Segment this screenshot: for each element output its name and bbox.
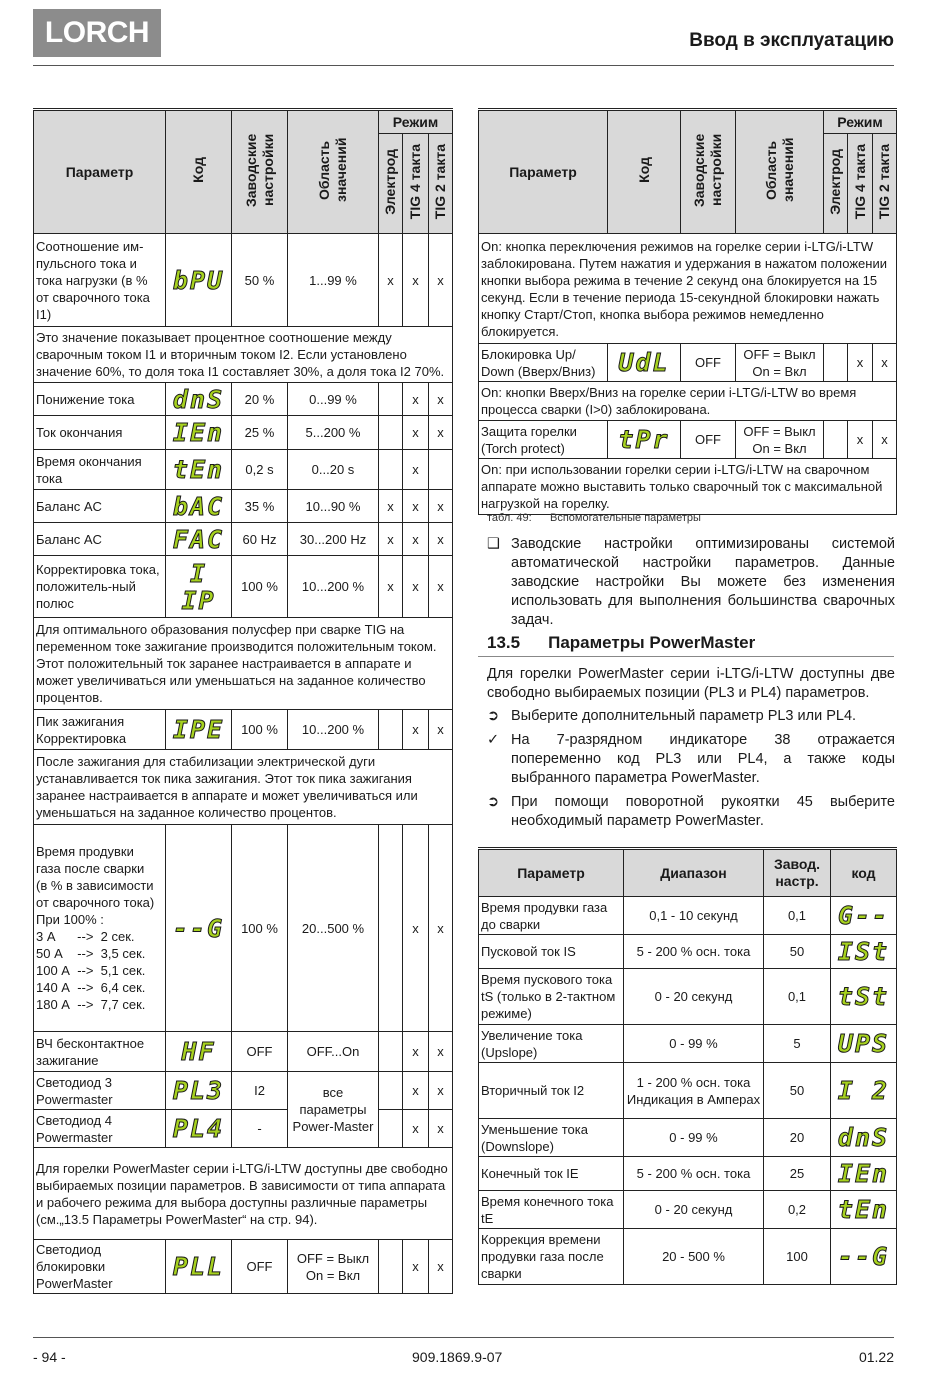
mode-tig4: x [403, 523, 429, 556]
range-value: 30...200 Hz [288, 523, 379, 556]
param-name: ВЧ бесконтактное зажигание [34, 1032, 166, 1072]
param-name: Время продувки газа после сварки (в % в зависимости от сварочного тока) При 100% : 3 А --> 2 сек. 50 А --> 3,5 сек. 100 А --> 5,1 сек. 140 А --> 6,4 сек. 180 А --> 7,7 сек. [34, 825, 166, 1032]
param-description: On: кнопка переключения режимов на горелке серии i-LTG/i-LTW заблокирована. Путем нажатия и удержания в нажатом положении кнопки выбора режима в течение 2 секунд она блокируется на 15 секунд. Если в течение периода 15-секундной блокировки нажать кнопку Старт/Стоп, кнопка выбора режимов немедленно блокируется. [479, 234, 897, 344]
param-name: Баланс AC [34, 523, 166, 556]
mode-tig4: x [848, 344, 873, 382]
pm-factory: 0,2 [764, 1191, 831, 1229]
factory-value: 20 % [232, 383, 288, 416]
pm-range: 20 - 500 % [624, 1229, 764, 1285]
table-row [34, 1032, 453, 1072]
pm-header-code: код [831, 849, 897, 897]
checkbox-icon: ❑ [487, 536, 500, 552]
code-display: G-- [831, 897, 897, 935]
table-row [34, 523, 453, 556]
pm-range: 0 - 99 % [624, 1025, 764, 1063]
param-name: Блокировка Up/ Down (Вверх/Вниз) [479, 344, 608, 382]
code-display: tEn [166, 450, 232, 490]
pm-factory: 20 [764, 1119, 831, 1157]
code-display: I IP [166, 556, 232, 618]
pm-range: 0 - 20 секунд [624, 969, 764, 1025]
mode-electrode: x [379, 523, 403, 556]
mode-electrode [379, 1110, 403, 1148]
code-display: tPr [608, 421, 681, 459]
mode-tig4: x [403, 383, 429, 416]
mode-tig2: x [873, 344, 897, 382]
pm-param: Время продувки газа до сварки [479, 897, 624, 935]
param-description: On: кнопки Вверх/Вниз на горелке серии i-LTG/i-LTW во время процесса сварки (I>0) заблокирована. [479, 382, 897, 421]
pm-factory: 0,1 [764, 897, 831, 935]
pm-factory: 100 [764, 1229, 831, 1285]
doc-number: 909.1869.9-07 [412, 1349, 503, 1365]
mode-tig2: x [429, 234, 453, 327]
mode-tig2: x [429, 710, 453, 750]
mode-tig2: x [429, 1032, 453, 1072]
pm-param: Пусковой ток IS [479, 935, 624, 969]
range-value: 10...200 % [288, 710, 379, 750]
param-name: Понижение тока [34, 383, 166, 416]
range-value: OFF...On [288, 1032, 379, 1072]
table-row [479, 344, 897, 382]
range-value: 5...200 % [288, 416, 379, 450]
range-value: 1...99 % [288, 234, 379, 327]
code-display: UPS [831, 1025, 897, 1063]
pm-param: Коррекция времени продувки газа после сварки [479, 1229, 624, 1285]
param-description: Это значение показывает процентное соотношение между сварочным током I1 и вторичным током I2. Если установлено значение 60%, то доля тока I1 составляет 30%, а доля тока I2 70%. [34, 327, 453, 383]
mode-tig2: x [429, 523, 453, 556]
factory-value: 100 % [232, 556, 288, 618]
mode-electrode [379, 825, 403, 1032]
header-mode: Режим [379, 110, 453, 134]
left-params-table [33, 108, 453, 1294]
factory-value: 100 % [232, 825, 288, 1032]
header-tig4: TIG 4 такта [848, 134, 873, 234]
mode-tig4: x [403, 234, 429, 327]
code-display: ISt [831, 935, 897, 969]
step-item: ➲ Выберите дополнительный параметр PL3 или PL4. [487, 708, 857, 724]
factory-value: OFF [232, 1032, 288, 1072]
mode-tig4: x [403, 825, 429, 1032]
page-title: Ввод в эксплуатацию [689, 30, 894, 51]
header-divider [33, 65, 894, 66]
table-row [479, 897, 897, 935]
pm-header-range: Диапазон [624, 849, 764, 897]
header-code: Код [608, 110, 681, 234]
table-row [479, 1229, 897, 1285]
mode-electrode [379, 710, 403, 750]
mode-electrode [379, 1072, 403, 1110]
factory-value: 0,2 s [232, 450, 288, 490]
factory-value: OFF [681, 344, 736, 382]
mode-electrode: x [379, 556, 403, 618]
note-item: ❑ Заводские настройки оптимизированы системой автоматической настройки параметров. Данные заводские настройки Вы можете без изменения использовать для выполнения большинства сварочных задач. [487, 536, 895, 628]
range-value: 10...90 % [288, 490, 379, 523]
header-tig2: TIG 2 такта [429, 134, 453, 234]
table-row [479, 1063, 897, 1119]
pm-range: 1 - 200 % осн. тока Индикация в Амперах [624, 1063, 764, 1119]
mode-tig4: x [403, 490, 429, 523]
param-name: Корректировка тока, положитель-ный полюс [34, 556, 166, 618]
code-display: PL4 [166, 1110, 232, 1148]
mode-electrode: x [379, 234, 403, 327]
code-display: --G [831, 1229, 897, 1285]
mode-tig4: x [403, 1032, 429, 1072]
pm-factory: 0,1 [764, 969, 831, 1025]
factory-value: 25 % [232, 416, 288, 450]
mode-tig2: x [429, 490, 453, 523]
param-description: Для горелки PowerMaster серии i-LTG/i-LTW доступны две свободно выбираемых позиции параметров. В зависимости от типа аппарата и рабочего режима для выбора доступны различные параметры (см.„13.5 Параметры PowerMaster“ на стр. 94). [34, 1148, 453, 1240]
footer-divider [33, 1337, 894, 1338]
mode-tig2: x [429, 1110, 453, 1148]
header-code: Код [166, 110, 232, 234]
step-item: ➲ При помощи поворотной рукоятки 45 выберите необходимый параметр PowerMaster. [487, 794, 895, 829]
pm-range: 5 - 200 % осн. тока [624, 935, 764, 969]
pm-param: Увеличение тока (Upslope) [479, 1025, 624, 1063]
mode-electrode [379, 1032, 403, 1072]
header-mode: Режим [824, 110, 897, 134]
param-description: После зажигания для стабилизации электрической дуги устанавливается ток пика зажигания. Этот ток пика зажигания заранее настраивается в аппарате и может увеличиваться или уменьшаться на заданное количество процентов. [34, 750, 453, 825]
param-name: Время окончания тока [34, 450, 166, 490]
pm-range: 0 - 20 секунд [624, 1191, 764, 1229]
intro-text: Для горелки PowerMaster серии i-LTG/i-LTW доступны две свободно выбираемых позиции (PL3 и PL4) параметров. [487, 666, 895, 701]
param-name: Защита горелки (Torch protect) [479, 421, 608, 459]
header-range: Область значений [288, 110, 379, 234]
table-row [479, 1119, 897, 1157]
mode-tig2: x [429, 383, 453, 416]
result-item: ✓ На 7-разрядном индикаторе 38 отражается попеременно код PL3 или PL4, а также коды выбранного параметра PowerMaster. [487, 732, 895, 786]
range-value: 20...500 % [288, 825, 379, 1032]
section-heading: 13.5 Параметры PowerMaster [487, 633, 756, 652]
pm-factory: 50 [764, 935, 831, 969]
param-description: On: при использовании горелки серии i-LTG/i-LTW на сварочном аппарате можно выставить только сварочный ток с максимальной нагрузкой на горелку. [479, 459, 897, 515]
table-row [479, 935, 897, 969]
table-row [479, 1025, 897, 1063]
mode-tig2: x [429, 1072, 453, 1110]
mode-tig4: x [848, 421, 873, 459]
table-row [479, 421, 897, 459]
factory-value: 35 % [232, 490, 288, 523]
header-param: Параметр [479, 110, 608, 234]
code-display: I 2 [831, 1063, 897, 1119]
table-row [34, 383, 453, 416]
doc-date: 01.22 [858, 1349, 894, 1365]
range-value: 10...200 % [288, 556, 379, 618]
code-display: PLL [166, 1240, 232, 1294]
param-description: Для оптимального образования полусфер при сварке TIG на переменном токе зажигание производится положительным током. Этот положительный ток заранее настраивается в аппарате и может увеличиваться или уменьшаться на заданное количество процентов. [34, 618, 453, 710]
mode-tig2: x [429, 825, 453, 1032]
factory-value: 100 % [232, 710, 288, 750]
header-tig4: TIG 4 такта [403, 134, 429, 234]
mode-tig4: x [403, 710, 429, 750]
table-row [34, 1240, 453, 1294]
param-name: Светодиод 3 Powermaster [34, 1072, 166, 1110]
mode-tig4: x [403, 450, 429, 490]
range-value: OFF = Выкл On = Вкл [288, 1240, 379, 1294]
table-row [34, 490, 453, 523]
code-display: dnS [166, 383, 232, 416]
mode-electrode [379, 383, 403, 416]
code-display: HF [166, 1032, 232, 1072]
code-display: bPU [166, 234, 232, 327]
table-row [34, 556, 453, 618]
header-electrode: Электрод [824, 134, 848, 234]
mode-electrode [379, 416, 403, 450]
code-display: tEn [831, 1191, 897, 1229]
mode-tig4: x [403, 1110, 429, 1148]
code-display: IPE [166, 710, 232, 750]
header-range: Область значений [736, 110, 824, 234]
param-name: Светодиод блокировки PowerMaster [34, 1240, 166, 1294]
mode-electrode [824, 344, 848, 382]
param-name: Ток окончания [34, 416, 166, 450]
mode-electrode [824, 421, 848, 459]
mode-electrode [379, 450, 403, 490]
pm-param: Время пускового тока tS (только в 2-тактном режиме) [479, 969, 624, 1025]
code-display: IEn [831, 1157, 897, 1191]
code-display: PL3 [166, 1072, 232, 1110]
arrow-right-icon: ➲ [487, 794, 500, 810]
mode-tig4: x [403, 556, 429, 618]
table-row [34, 234, 453, 327]
table-row [34, 825, 453, 1032]
param-name: Соотношение им-пульсного тока и тока нагрузки (в % от сварочного тока I1) [34, 234, 166, 327]
code-display: IEn [166, 416, 232, 450]
mode-tig2: x [429, 416, 453, 450]
pm-header-param: Параметр [479, 849, 624, 897]
factory-value: I2 [232, 1072, 288, 1110]
pm-param: Время конечного тока tE [479, 1191, 624, 1229]
table-row [34, 1072, 453, 1110]
code-display: bAC [166, 490, 232, 523]
param-name: Пик зажигания Корректировка [34, 710, 166, 750]
mode-electrode: x [379, 490, 403, 523]
param-name: Светодиод 4 Powermaster [34, 1110, 166, 1148]
section-divider [478, 656, 894, 657]
code-display: tSt [831, 969, 897, 1025]
range-value: 0...20 s [288, 450, 379, 490]
param-name: Баланс AC [34, 490, 166, 523]
mode-tig4: x [403, 1072, 429, 1110]
factory-value: 60 Hz [232, 523, 288, 556]
header-factory: Заводские настройки [232, 110, 288, 234]
checkmark-icon: ✓ [487, 732, 500, 748]
header-factory: Заводские настройки [681, 110, 736, 234]
mode-tig2: x [429, 556, 453, 618]
table-row [34, 450, 453, 490]
factory-value: 50 % [232, 234, 288, 327]
mode-tig2: x [873, 421, 897, 459]
pm-factory: 25 [764, 1157, 831, 1191]
mode-tig2: x [429, 1240, 453, 1294]
pm-factory: 5 [764, 1025, 831, 1063]
factory-value: OFF [681, 421, 736, 459]
code-display: FAC [166, 523, 232, 556]
range-value: все параметры Power-Master [288, 1072, 379, 1148]
arrow-right-icon: ➲ [487, 708, 500, 724]
header-param: Параметр [34, 110, 166, 234]
mode-tig2 [429, 450, 453, 490]
page-number: - 94 - [33, 1349, 66, 1365]
pm-range: 0,1 - 10 секунд [624, 897, 764, 935]
mode-tig4: x [403, 1240, 429, 1294]
right-params-table [478, 108, 897, 515]
pm-param: Конечный ток IE [479, 1157, 624, 1191]
pm-param: Вторичный ток I2 [479, 1063, 624, 1119]
pm-range: 0 - 99 % [624, 1119, 764, 1157]
code-display: dnS [831, 1119, 897, 1157]
code-display: --G [166, 825, 232, 1032]
pm-header-factory: Завод. настр. [764, 849, 831, 897]
factory-value: OFF [232, 1240, 288, 1294]
table-row [479, 1157, 897, 1191]
table-row [34, 1110, 453, 1148]
header-electrode: Электрод [379, 134, 403, 234]
table-row [479, 969, 897, 1025]
header-tig2: TIG 2 такта [873, 134, 897, 234]
mode-tig4: x [403, 416, 429, 450]
range-value: 0...99 % [288, 383, 379, 416]
pm-param: Уменьшение тока (Downslope) [479, 1119, 624, 1157]
mode-electrode [379, 1240, 403, 1294]
table-row [34, 710, 453, 750]
range-value: OFF = Выкл On = Вкл [736, 344, 824, 382]
table-row [34, 416, 453, 450]
lorch-logo: LORCH [33, 9, 161, 57]
pm-factory: 50 [764, 1063, 831, 1119]
table-row [479, 1191, 897, 1229]
factory-value: - [232, 1110, 288, 1148]
table-caption: табл. 49: Вспомогательные параметры [487, 512, 701, 524]
powermaster-table [478, 847, 897, 1285]
range-value: OFF = Выкл On = Вкл [736, 421, 824, 459]
code-display: UdL [608, 344, 681, 382]
pm-range: 5 - 200 % осн. тока [624, 1157, 764, 1191]
